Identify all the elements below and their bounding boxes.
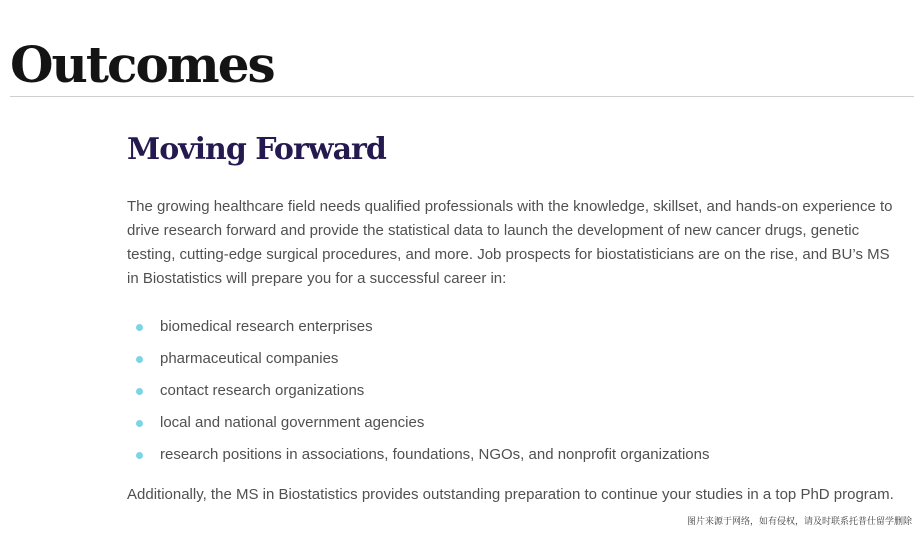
career-item-label: research positions in associations, foundations, NGOs, and nonprofit organizations <box>160 446 710 463</box>
list-item <box>127 407 709 439</box>
career-item-label: contact research organizations <box>160 382 365 399</box>
watermark-text: 图片来源于网络，如有侵权，请及时联系托普仕留学删除 <box>686 517 912 527</box>
list-item <box>127 311 709 343</box>
bullet-icon <box>136 420 143 427</box>
intro-paragraph: The growing healthcare field needs qualified professionals with the knowledge, skillset, and hands-on experience to drive research forward and provide the statistical data to launch the development of new cancer drugs, genetic testing, cutting-edge surgical procedures, and more. Job prospects for biostatisticians are on the rise, and BU’s MS in Biostatistics will prepare you for a successful career in: <box>127 198 893 287</box>
section-heading: Moving Forward <box>127 132 386 167</box>
bullet-icon <box>136 452 143 459</box>
bullet-icon <box>136 356 143 363</box>
closing-paragraph: Additionally, the MS in Biostatistics provides outstanding preparation to continue your studies in a top PhD program. <box>127 486 894 503</box>
list-item <box>127 439 709 471</box>
career-item-label: pharmaceutical companies <box>160 350 339 367</box>
list-item <box>127 375 709 407</box>
career-item-label: biomedical research enterprises <box>160 318 373 335</box>
career-item-label: local and national government agencies <box>160 414 425 431</box>
bullet-icon <box>136 324 143 331</box>
title-divider <box>10 96 914 97</box>
career-list <box>127 311 709 471</box>
bullet-icon <box>136 388 143 395</box>
list-item <box>127 343 709 375</box>
page-title: Outcomes <box>10 35 274 94</box>
